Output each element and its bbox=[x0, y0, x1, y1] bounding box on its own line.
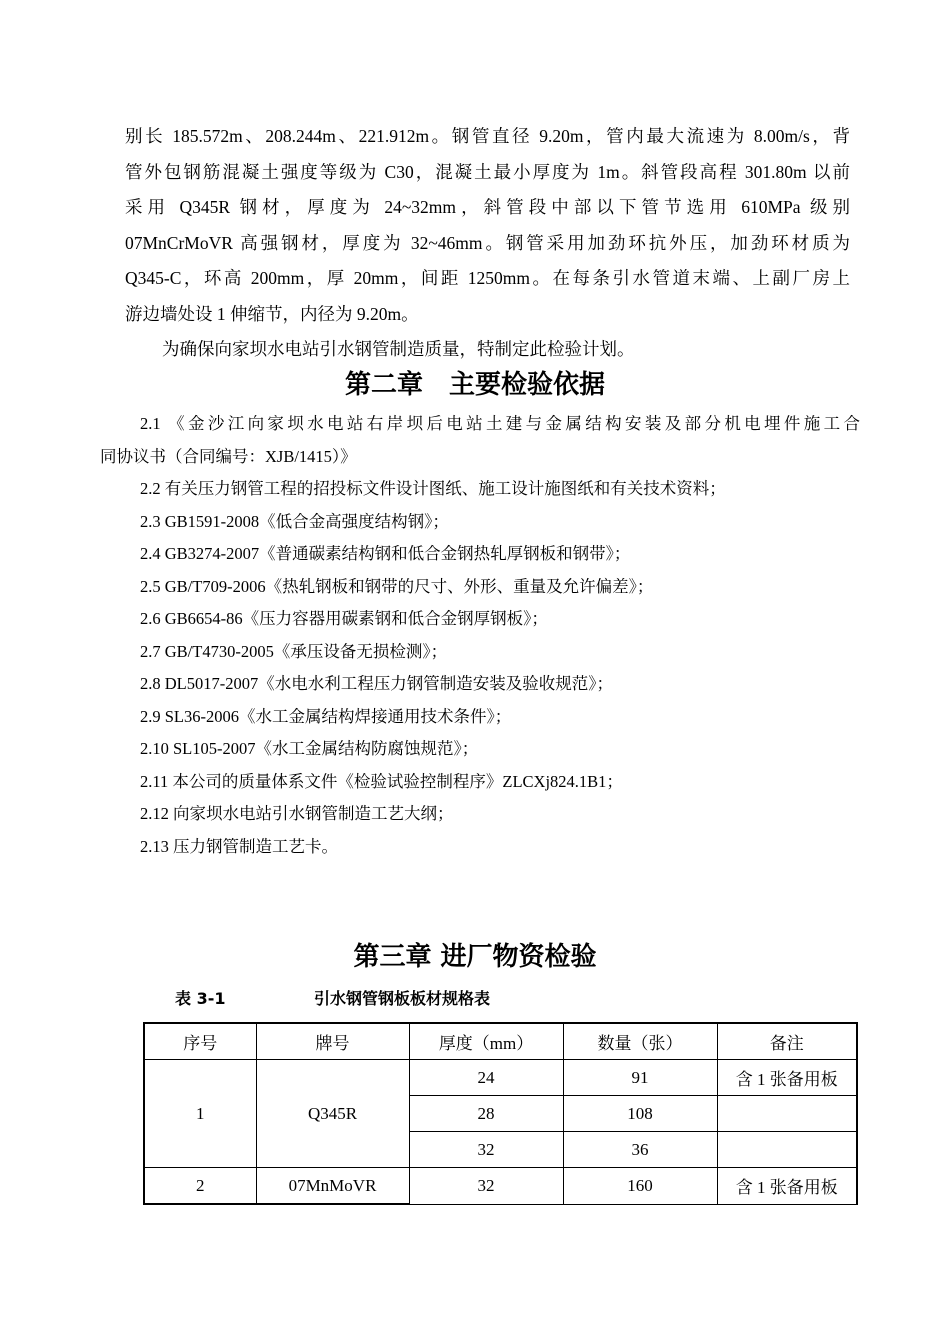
header-no: 序号 bbox=[144, 1023, 256, 1060]
intro-line: 07MnCrMoVR 高强钢材，厚度为 32~46mm。钢管采用加劲环抗外压，加劲环材质为 bbox=[125, 232, 850, 253]
cell-grade: 07MnMoVR bbox=[256, 1168, 409, 1205]
reference-item: 2.7 GB/T4730-2005《承压设备无损检测》； bbox=[140, 641, 448, 661]
table-row bbox=[144, 1060, 857, 1096]
table-header-row bbox=[144, 1023, 857, 1060]
header-quantity: 数量（张） bbox=[563, 1023, 717, 1060]
cell-thickness: 32 bbox=[409, 1132, 563, 1168]
reference-item: 2.6 GB6654-86《压力容器用碳素钢和低合金钢厚钢板》； bbox=[140, 609, 548, 628]
reference-item: 2.11 本公司的质量体系文件《检验试验控制程序》ZLCXj824.1B1； bbox=[140, 771, 623, 791]
intro-line: 游边墙处设 1 伸缩节，内径为 9.20m。 bbox=[125, 303, 419, 324]
cell-thickness: 32 bbox=[409, 1168, 563, 1205]
cell-note bbox=[717, 1132, 857, 1168]
reference-item: 2.2 有关压力钢管工程的招投标文件设计图纸、施工设计施图纸和有关技术资料； bbox=[140, 479, 726, 498]
cell-no: 1 bbox=[144, 1060, 256, 1168]
header-note: 备注 bbox=[717, 1023, 857, 1060]
reference-item: 2.4 GB3274-2007《普通碳素结构钢和低合金钢热轧厚钢板和钢带》； bbox=[140, 544, 631, 563]
intro-line: 管外包钢筋混凝土强度等级为 C30，混凝土最小厚度为 1m。斜管段高程 301.80m 以前 bbox=[125, 161, 850, 182]
reference-item: 2.8 DL5017-2007《水电水利工程压力钢管制造安装及验收规范》； bbox=[140, 674, 613, 693]
purpose-line: 为确保向家坝水电站引水钢管制造质量，特制定此检验计划。 bbox=[162, 339, 635, 359]
reference-item: 2.5 GB/T709-2006《热轧钢板和钢带的尺寸、外形、重量及允许偏差》； bbox=[140, 576, 654, 596]
reference-list bbox=[100, 408, 860, 863]
chapter-3-heading: 第三章 进厂物资检验 bbox=[353, 942, 597, 972]
table-label: 表 3-1 bbox=[175, 989, 226, 1008]
table-row bbox=[144, 1168, 857, 1205]
reference-item: 2.9 SL36-2006《水工金属结构焊接通用技术条件》； bbox=[140, 706, 512, 726]
reference-item-continued: 同协议书（合同编号：XJB/1415）》 bbox=[100, 446, 357, 466]
cell-note: 含 1 张备用板 bbox=[717, 1060, 857, 1096]
intro-line: Q345-C，环高 200mm，厚 20mm，间距 1250mm。在每条引水管道末端、上副厂房上 bbox=[125, 268, 850, 288]
steel-plate-spec-table bbox=[143, 1022, 858, 1205]
cell-quantity: 108 bbox=[563, 1096, 717, 1132]
cell-quantity: 91 bbox=[563, 1060, 717, 1096]
cell-quantity: 160 bbox=[563, 1168, 717, 1205]
cell-thickness: 24 bbox=[409, 1060, 563, 1096]
reference-item: 2.13 压力钢管制造工艺卡。 bbox=[140, 836, 338, 856]
reference-item: 2.12 向家坝水电站引水钢管制造工艺大纲； bbox=[140, 804, 454, 823]
cell-thickness: 28 bbox=[409, 1096, 563, 1132]
intro-line: 采用 Q345R 钢材，厚度为 24~32mm，斜管段中部以下管节选用 610MPa 级别 bbox=[125, 197, 850, 217]
reference-item: 2.1 《金沙江向家坝水电站右岸坝后电站土建与金属结构安装及部分机电埋件施工合 bbox=[140, 414, 860, 433]
header-thickness: 厚度（mm） bbox=[409, 1023, 563, 1060]
intro-paragraph bbox=[125, 119, 850, 368]
chapter-2-heading: 第二章 主要检验依据 bbox=[344, 370, 605, 400]
reference-item: 2.10 SL105-2007《水工金属结构防腐蚀规范》； bbox=[140, 739, 479, 758]
cell-note: 含 1 张备用板 bbox=[717, 1168, 857, 1205]
header-grade: 牌号 bbox=[256, 1023, 409, 1060]
intro-line: 别长 185.572m、208.244m、221.912m。钢管直径 9.20m，管内最大流速为 8.00m/s，背 bbox=[125, 126, 850, 146]
cell-no: 2 bbox=[144, 1168, 256, 1205]
cell-quantity: 36 bbox=[563, 1132, 717, 1168]
cell-grade: Q345R bbox=[256, 1060, 409, 1168]
reference-item: 2.3 GB1591-2008《低合金高强度结构钢》； bbox=[140, 511, 449, 531]
table-title: 引水钢管钢板板材规格表 bbox=[314, 989, 491, 1008]
cell-note bbox=[717, 1096, 857, 1132]
